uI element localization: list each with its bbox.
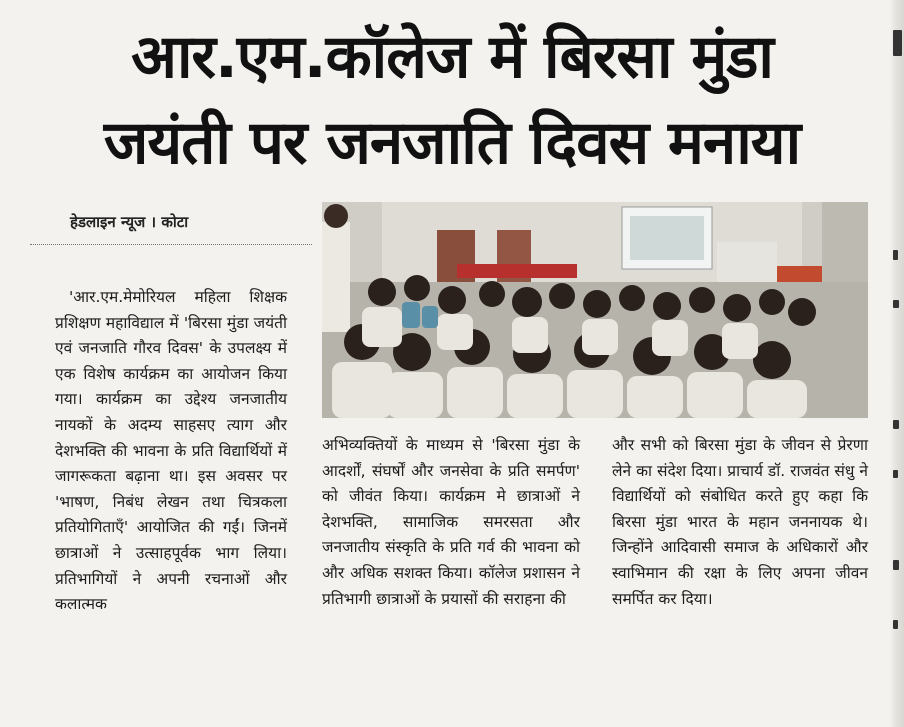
article-paragraph: अभिव्यक्तियों के माध्यम से 'बिरसा मुंडा के आदर्शों, संघर्षों और जनसेवा के प्रति समर्पण' को जीवंत किया। कार्यक्रम मे छात्राओं ने देशभक्ति, सामाजिक समरसता और जनजातीय संस्कृति के प्रति गर्व की भावना को और अधिक सशक्त किया। कॉलेज प्रशासन ने प्रतिभागी छात्राओं के प्रयासों की सराहना की <box>322 436 580 608</box>
article-paragraph: और सभी को बिरसा मुंडा के जीवन से प्रेरणा लेने का संदेश दिया। प्राचार्य डॉ. राजवंत संधु ने विद्यार्थियों को संबोधित करते हुए कहा कि बिरसा मुंडा भारत के महान जननायक थे। जिन्होंने आदिवासी समाज के अधिकारों और स्वाभिमान की रक्षा के लिए अपना जीवन समर्पित कर दिया। <box>612 436 868 608</box>
headline-line-2: जयंती पर जनजाति दिवस मनाया <box>103 108 801 178</box>
dateline: हेडलाइन न्यूज । कोटा <box>70 213 189 231</box>
article-column-1 <box>55 285 287 618</box>
headline <box>18 14 886 186</box>
article-paragraph: 'आर.एम.मेमोरियल महिला शिक्षक प्रशिक्षण महाविद्याल में 'बिरसा मुंडा जयंती एवं जनजाति गौरव दिवस' के उपलक्ष्य में एक विशेष कार्यक्रम का आयोजन किया गया। कार्यक्रम का उद्देश्य जनजातीय नायकों के अदम्य साहसए त्याग और देशभक्ति की भावना के प्रति विद्यार्थियों में जागरूकता बढ़ाना था। इस अवसर पर 'भाषण, निबंध लेखन तथा चित्रकला प्रतियोगिताएँ' आयोजित की गईं। जिनमें छात्राओं ने उत्साहपूर्वक भाग लिया। प्रतिभागियों ने अपनी रचनाओं और कलात्मक <box>55 288 287 614</box>
headline-line-1: आर.एम.कॉलेज में बिरसा मुंडा <box>131 22 773 92</box>
article-column-3 <box>612 433 868 612</box>
classroom-event-photo-icon <box>322 202 868 418</box>
adjacent-article-edge <box>890 0 904 727</box>
article-column-2 <box>322 433 580 612</box>
dateline-divider <box>30 244 312 245</box>
event-photo <box>322 202 868 418</box>
